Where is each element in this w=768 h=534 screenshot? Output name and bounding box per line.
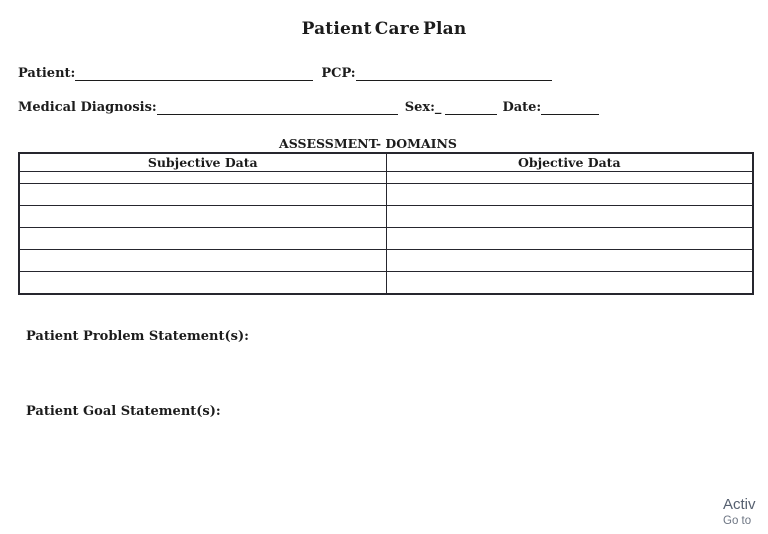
- watermark-goto-text: Go to: [723, 515, 752, 527]
- assessment-table-body: [19, 172, 753, 295]
- sex-blank-line: [445, 100, 497, 115]
- table-cell: [386, 250, 753, 272]
- diagnosis-sex-date-row: [18, 100, 599, 115]
- table-header-row: [19, 153, 753, 172]
- pcp-blank-line: [356, 66, 552, 81]
- table-row: [19, 250, 753, 272]
- patient-blank-line: [75, 66, 313, 81]
- table-cell: [19, 206, 386, 228]
- date-label: Date:: [502, 100, 542, 115]
- medical-diagnosis-blank-line: [157, 100, 398, 115]
- watermark-activate-text: Activ: [723, 496, 756, 513]
- table-cell: [19, 172, 386, 184]
- table-cell: [19, 228, 386, 250]
- document-title: Patient Care Plan: [301, 19, 467, 39]
- table-cell: [386, 184, 753, 206]
- assessment-domains-heading: ASSESSMENT- DOMAINS: [279, 136, 457, 151]
- subjective-data-column-header: Subjective Data: [19, 153, 386, 172]
- patient-goal-statement-label: Patient Goal Statement(s):: [26, 404, 221, 419]
- pcp-label: PCP:: [321, 66, 356, 81]
- table-cell: [19, 184, 386, 206]
- patient-pcp-row: [18, 66, 552, 81]
- assessment-domains-table: [18, 152, 754, 295]
- patient-label: Patient:: [18, 66, 76, 81]
- date-blank-line: [541, 100, 599, 115]
- sex-label: Sex:_: [404, 100, 442, 115]
- table-row: [19, 228, 753, 250]
- table-cell: [19, 250, 386, 272]
- table-row: [19, 184, 753, 206]
- objective-data-column-header: Objective Data: [386, 153, 753, 172]
- table-row: [19, 206, 753, 228]
- table-cell: [386, 172, 753, 184]
- table-cell: [386, 206, 753, 228]
- table-cell: [386, 228, 753, 250]
- table-cell: [386, 272, 753, 295]
- table-row: [19, 172, 753, 184]
- windows-activation-watermark: [723, 496, 768, 528]
- table-cell: [19, 272, 386, 295]
- medical-diagnosis-label: Medical Diagnosis:: [18, 100, 157, 115]
- table-row: [19, 272, 753, 295]
- patient-problem-statement-label: Patient Problem Statement(s):: [26, 329, 249, 344]
